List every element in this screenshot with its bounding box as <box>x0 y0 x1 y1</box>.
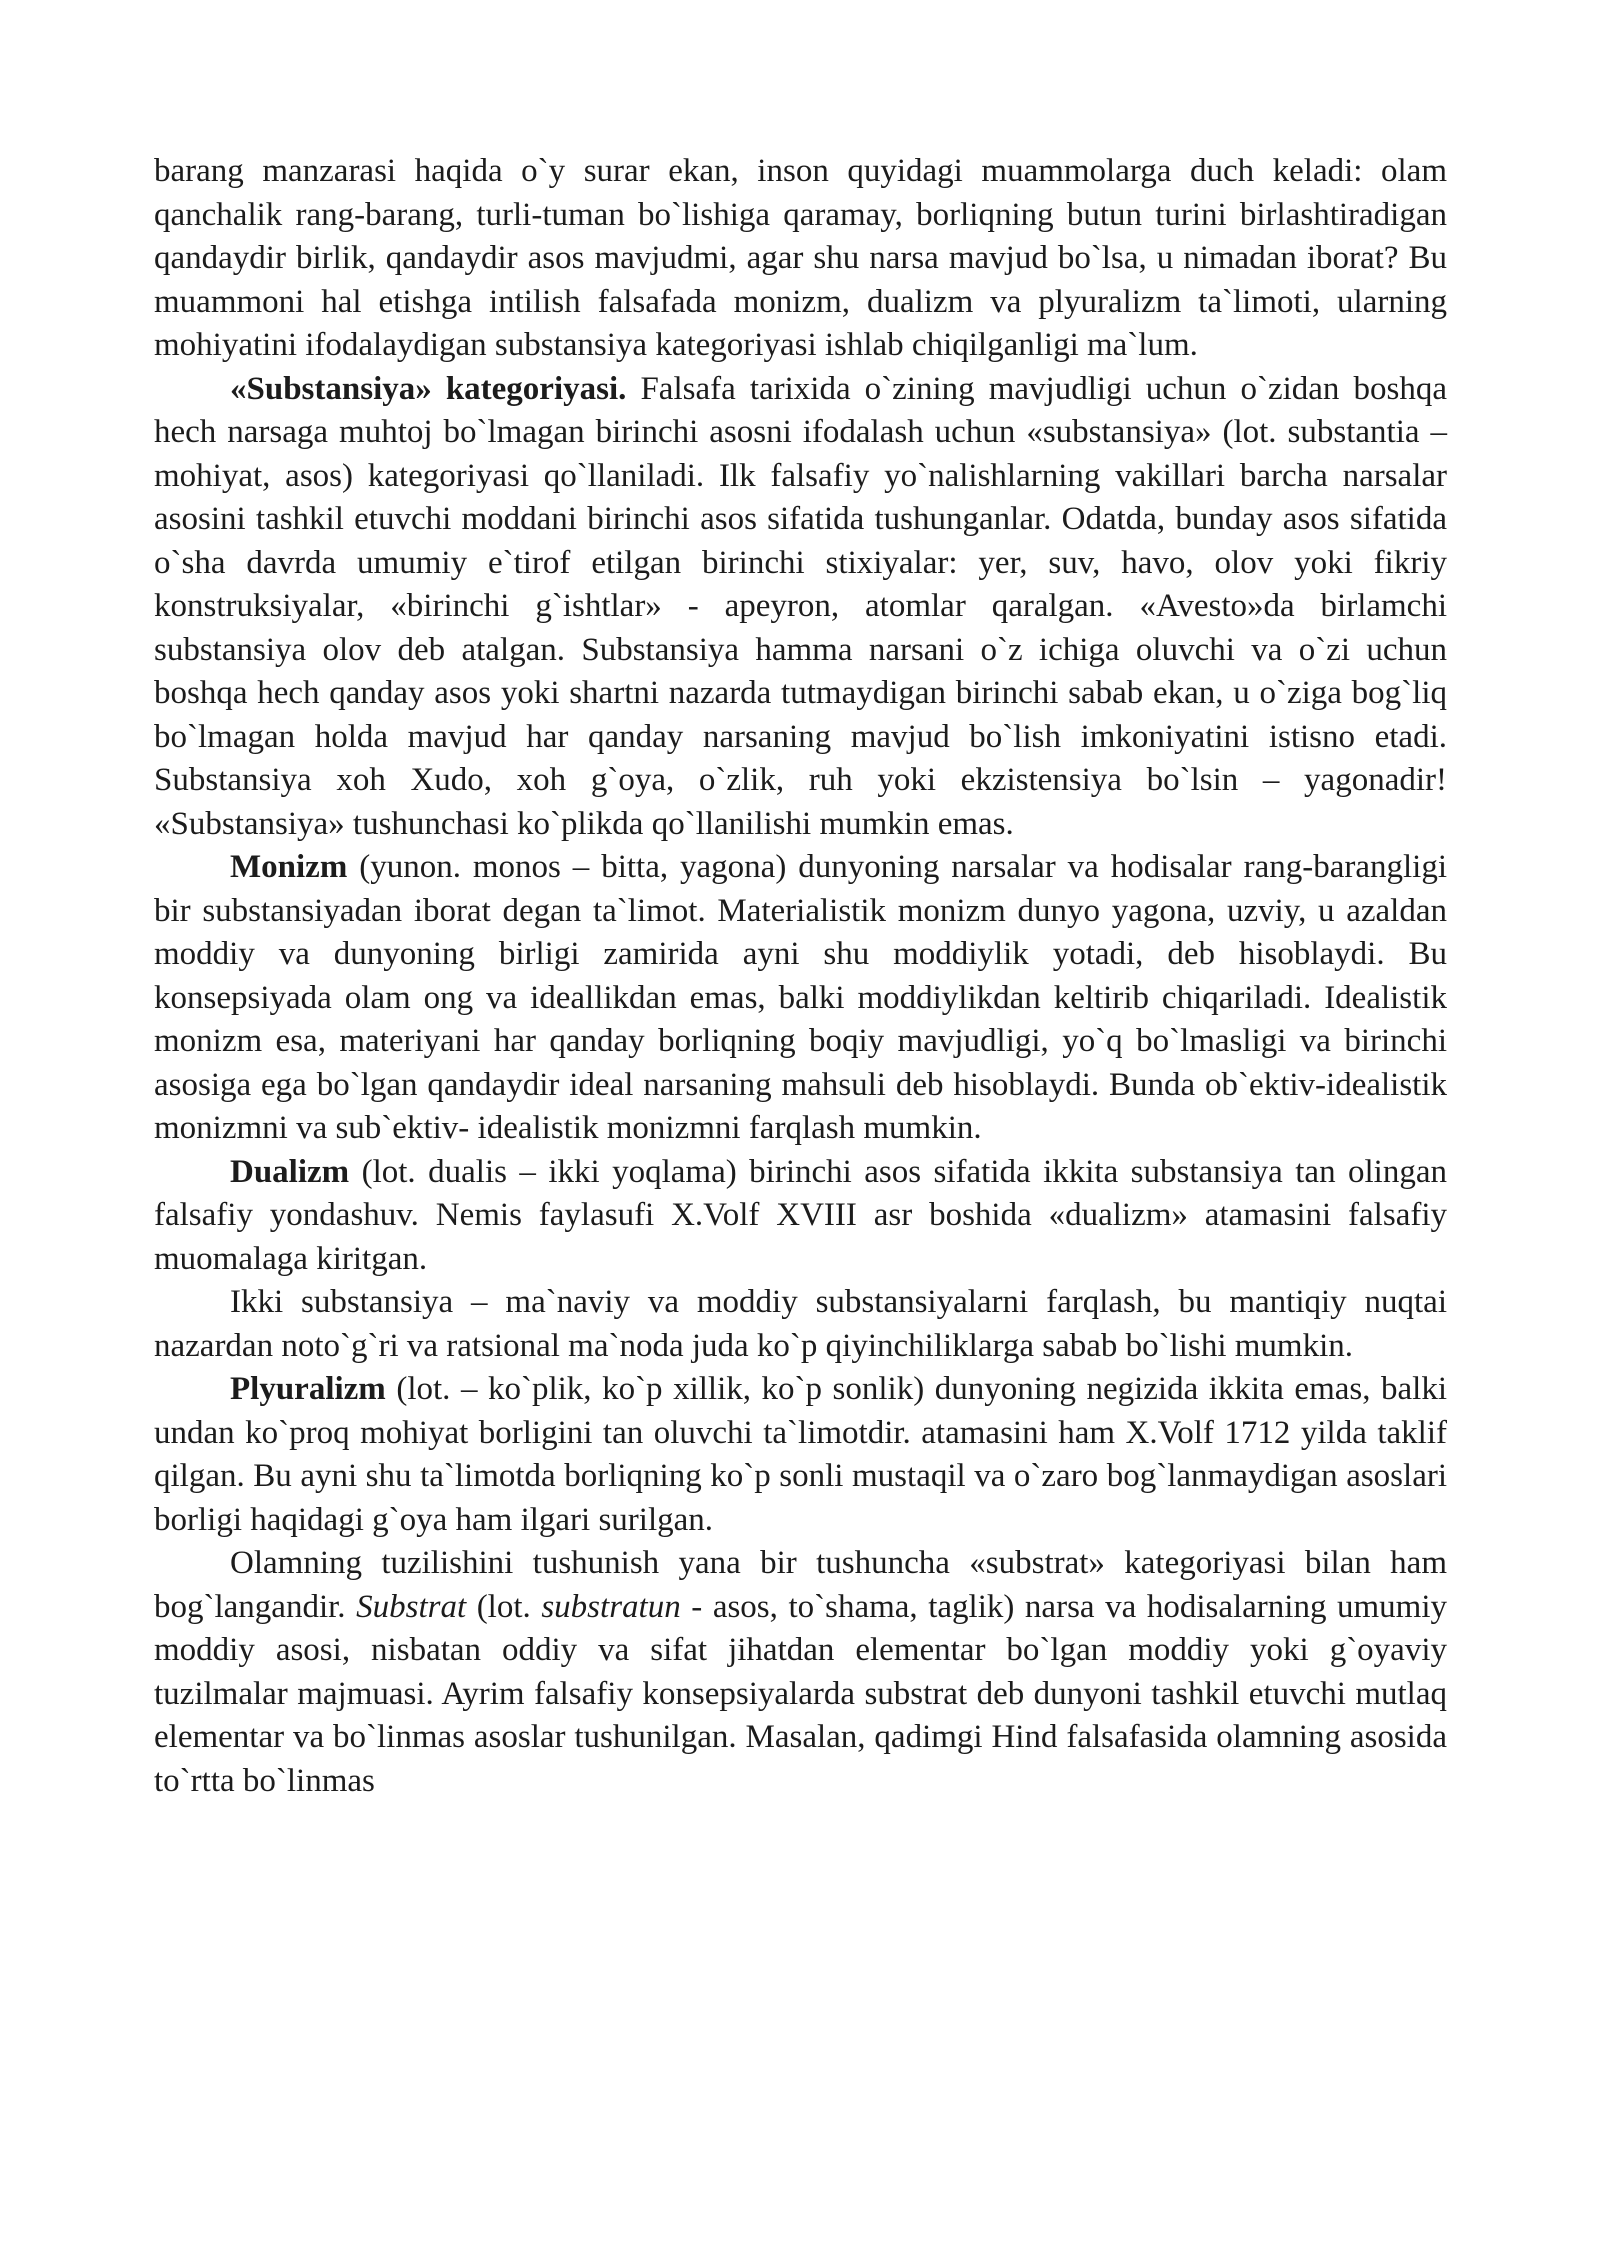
paragraph-ikki-substansiya <box>154 1281 1447 1368</box>
paragraph-plyuralizm <box>154 1368 1447 1542</box>
paragraph-text: (yunon. monos – bitta, yagona) dunyoning narsalar va hodisalar rang-barangligi bir substansiyadan iborat degan ta`limot. Materialistik monizm dunyo yagona, uzviy, u azaldan moddiy va dunyoning birligi zamirida ayni shu moddiylik yotadi, deb hisoblaydi. Bu konsepsiyada olam ong va ideallikdan emas, balki moddiylikdan keltirib chiqariladi. Idealistik monizm esa, materiyani har qanday borliqning boqiy mavjudligi, yo`q bo`lmasligi va birinchi asosiga ega bo`lgan qandaydir ideal narsaning mahsuli deb hisoblaydi. Bunda ob`ektiv-idealistik monizmni va sub`ektiv- idealistik monizmni farqlash mumkin. <box>154 849 1447 1146</box>
paragraph-dualizm <box>154 1151 1447 1282</box>
paragraph-substansiya <box>154 368 1447 847</box>
paragraph-text: (lot. <box>466 1588 542 1625</box>
term-plyuralizm: Plyuralizm <box>230 1371 386 1407</box>
term-dualizm: Dualizm <box>230 1153 350 1190</box>
paragraph-text: (lot. – ko`plik, ko`p xillik, ko`p sonlik) dunyoning negizida ikkita emas, balki undan ko`proq mohiyat borligini tan oluvchi ta`limotdir. atamasini ham X.Volf 1712 yilda taklif qilgan. Bu ayni shu ta`limotda borliqning ko`p sonli mustaqil va o`zaro bog`lanmaydigan asoslari borligi haqidagi g`oya ham ilgari surilgan. <box>154 1371 1447 1538</box>
italic-substratun: substratun <box>541 1588 681 1625</box>
paragraph-text: - asos, to`shama, taglik) narsa va hodisalarning umumiy moddiy asosi, nisbatan oddiy va sifat jihatdan elementar bo`lgan moddiy yoki g`oyaviy tuzilmalar majmuasi. Ayrim falsafiy konsepsiyalarda substrat deb dunyoni tashkil etuvchi mutlaq elementar va bo`linmas asoslar tushunilgan. Masalan, qadimgi Hind falsafasida olamning asosida to`rtta bo`linmas <box>154 1588 1448 1799</box>
term-monizm: Monizm <box>230 849 348 885</box>
paragraph-text: barang manzarasi haqida o`y surar ekan, inson quyidagi muammolarga duch keladi: olam qanchalik rang-barang, turli-tuman bo`lishiga qaramay, borliqning butun turini birlashtiradigan qandaydir birlik, qandaydir asos mavjudmi, agar shu narsa mavjud bo`lsa, u nimadan iborat? Bu muammoni hal etishga intilish falsafada monizm, dualizm va plyuralizm ta`limoti, ularning mohiyatini ifodalaydigan substansiya kategoriyasi ishlab chiqilganligi ma`lum. <box>154 153 1447 363</box>
paragraph-monizm <box>154 846 1447 1151</box>
paragraph-text: Falsafa tarixida o`zining mavjudligi uchun o`zidan boshqa hech narsaga muhtoj bo`lmagan birinchi asosni ifodalash uchun «substansiya» (lot. substantia – mohiyat, asos) kategoriyasi qo`llaniladi. Ilk falsafiy yo`nalishlarning vakillari barcha narsalar asosini tashkil etuvchi moddani birinchi asos sifatida tushunganlar. Odatda, bunday asos sifatida o`sha davrda umumiy e`tirof etilgan birinchi stixiyalar: yer, suv, havo, olov yoki fikriy konstruksiyalar, «birinchi g`ishtlar» - apeyron, atomlar qaralgan. «Avesto»da birlamchi substansiya olov deb atalgan. Substansiya hamma narsani o`z ichiga oluvchi va o`zi uchun boshqa hech qanday asos yoki shartni nazarda tutmaydigan birinchi sabab ekan, u o`ziga bog`liq bo`lmagan holda mavjud har qanday narsaning mavjud bo`lish imkoniyatini istisno etadi. Substansiya xoh Xudo, xoh g`oya, o`zlik, ruh yoki ekzistensiya bo`lsin – yagonadir! «Substansiya» tushunchasi ko`plikda qo`llanilishi mumkin emas. <box>154 370 1447 842</box>
paragraph-text: Ikki substansiya – ma`naviy va moddiy substansiyalarni farqlash, bu mantiqiy nuqtai nazardan noto`g`ri va ratsional ma`noda juda ko`p qiyinchiliklarga sabab bo`lishi mumkin. <box>154 1284 1447 1364</box>
paragraph-substrat <box>154 1542 1447 1803</box>
term-substansiya: «Substansiya» kategoriyasi. <box>230 370 627 407</box>
document-page <box>154 150 1447 1803</box>
paragraph-intro <box>154 150 1447 368</box>
paragraph-text: (lot. dualis – ikki yoqlama) birinchi asos sifatida ikkita substansiya tan olingan falsafiy yondashuv. Nemis faylasufi X.Volf XVIII asr boshida «dualizm» atamasini falsafiy muomalaga kiritgan. <box>154 1153 1447 1277</box>
paragraph-text: Olamning tuzilishini tushunish yana bir tushuncha «substrat» kategoriyasi bilan ham bog`langandir. <box>154 1545 1447 1625</box>
italic-substrat: Substrat <box>356 1588 467 1625</box>
